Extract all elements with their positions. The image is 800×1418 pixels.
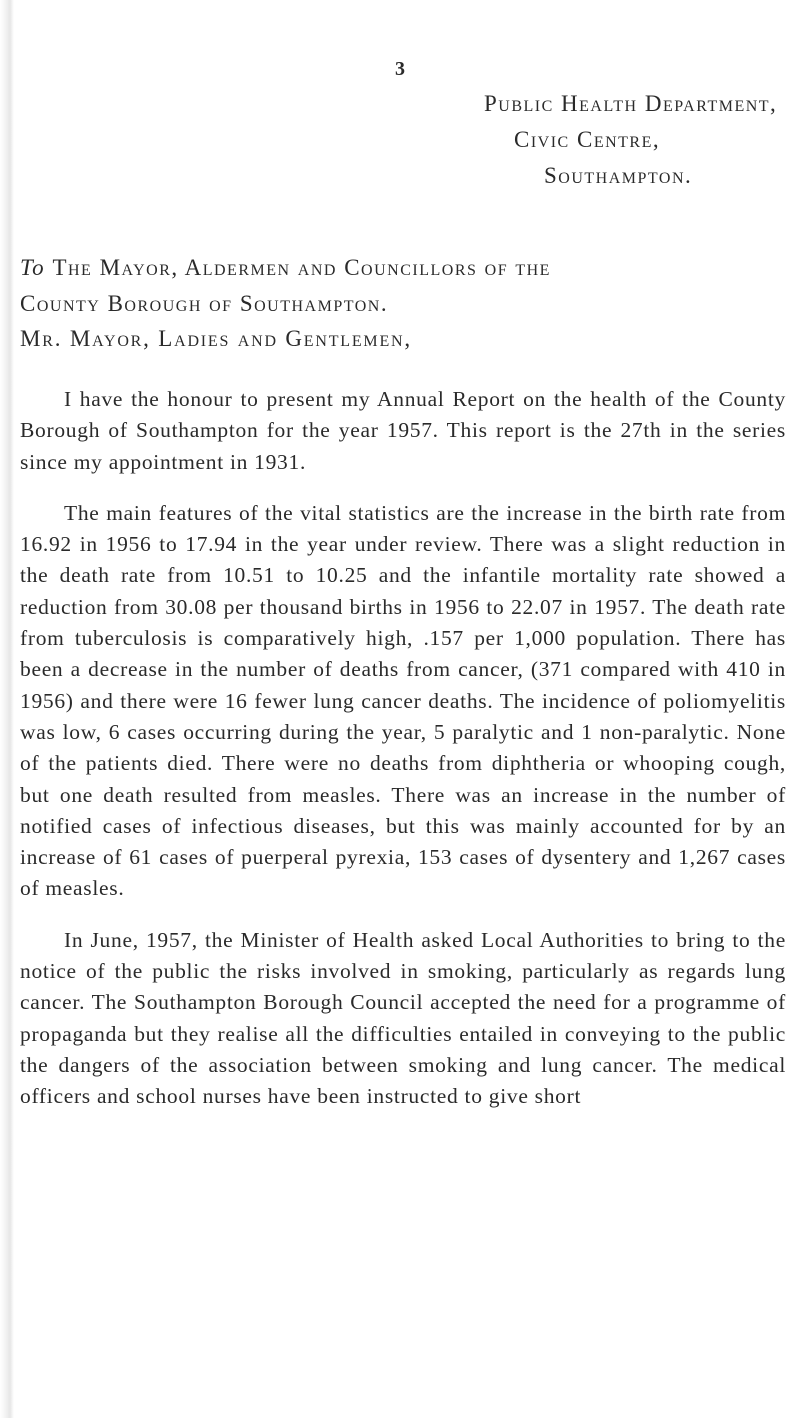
addressee-line-2: County Borough of Southampton. [20, 291, 389, 316]
greeting: Mr. Mayor, Ladies and Gentlemen, [20, 326, 412, 351]
report-body [20, 384, 786, 1133]
addressee-block [20, 250, 551, 322]
paragraph-vital-statistics: The main features of the vital statistics are the increase in the birth rate from 16.92 in 1956 to 17.94 in the year under review. There was a slight reduction in the death rate from 10.51 to 10.25 and the infantile mortality rate showed a reduction from 30.08 per thousand births in 1956 to 22.07 in 1957. The death rate from tuberculosis is comparatively high, .157 per 1,000 population. There has been a decrease in the number of deaths from cancer, (371 compared with 410 in 1956) and there were 16 fewer lung cancer deaths. The incidence of poliomyelitis was low, 6 cases occurring during the year, 5 paralytic and 1 non-paralytic. None of the patients died. There were no deaths from diphtheria or whooping cough, but one death resulted from measles. There was an increase in the number of notified cases of infectious diseases, but this was mainly accounted for by an increase of 61 cases of puerperal pyrexia, 153 cases of dysentery and 1,267 cases of measles. [20, 500, 786, 901]
paragraph-introduction: I have the honour to present my Annual Report on the health of the County Borough of Southampton for the year 1957. This report is the 27th in the series since my appointment in 1931. [20, 387, 786, 474]
paragraph-smoking: In June, 1957, the Minister of Health asked Local Authorities to bring to the notice of the public the risks involved in smoking, particularly as regards lung cancer. The Southampton Borough Council accepted the need for a programme of propaganda but they realise all the difficulties entailed in conveying to the public the dangers of the association between smoking and lung cancer. The medical officers and school nurses have been instructed to give short [20, 927, 786, 1109]
sender-address [484, 86, 777, 194]
addressee-line-1-text: The Mayor, Aldermen and Councillors of the [52, 255, 551, 280]
page-binding-edge [0, 0, 14, 1418]
address-line-department: Public Health Department, [484, 91, 778, 116]
addressee-line-1 [20, 250, 551, 286]
addressee-to-word: To [20, 255, 46, 280]
address-line-building: Civic Centre, [514, 127, 661, 152]
address-line-city: Southampton. [544, 163, 693, 188]
page-number: 3 [395, 58, 405, 80]
